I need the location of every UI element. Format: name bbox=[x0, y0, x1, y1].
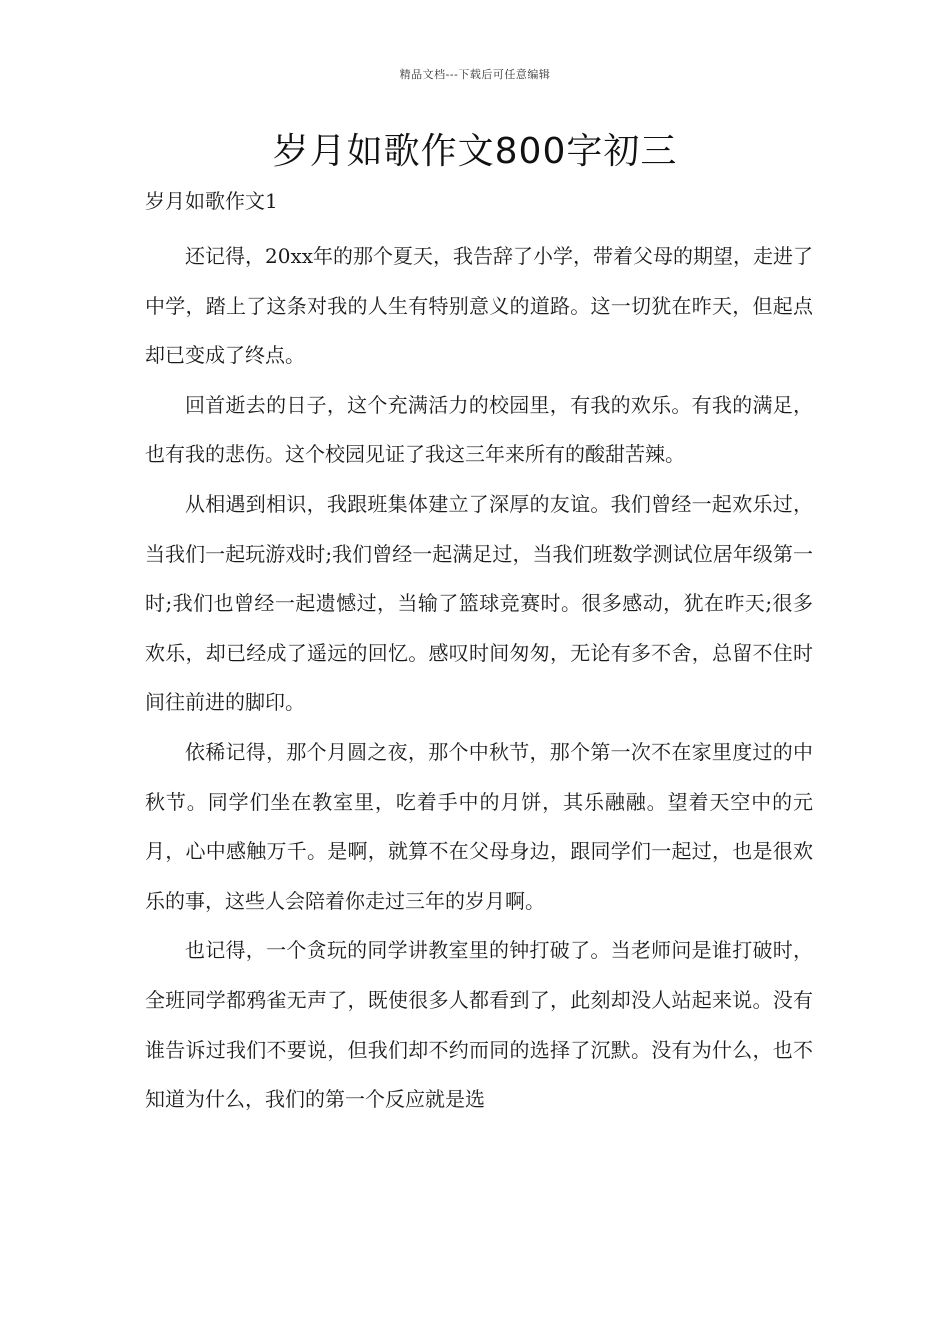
paragraph: 也记得，一个贪玩的同学讲教室里的钟打破了。当老师问是谁打破时，全班同学都鸦雀无声了，既使很多人都看到了，此刻却没人站起来说。没有谁告诉过我们不要说，但我们却不约而同的选择了沉默。没有为什么，也不知道为什么，我们的第一个反应就是选 bbox=[145, 938, 813, 1112]
paragraph: 依稀记得，那个月圆之夜，那个中秋节，那个第一次不在家里度过的中秋节。同学们坐在教室里，吃着手中的月饼，其乐融融。望着天空中的元月，心中感触万千。是啊，就算不在父母身边，跟同学们一起过，也是很欢乐的事，这些人会陪着你走过三年的岁月啊。 bbox=[145, 739, 813, 913]
essay-subtitle: 岁月如歌作文1 bbox=[145, 189, 278, 213]
paragraph: 还记得，20xx年的那个夏天，我告辞了小学，带着父母的期望，走进了中学，踏上了这条对我的人生有特别意义的道路。这一切犹在昨天，但起点却已变成了终点。 bbox=[145, 244, 814, 368]
paragraph: 回首逝去的日子，这个充满活力的校园里，有我的欢乐。有我的满足，也有我的悲伤。这个校园见证了我这三年来所有的酸甜苦辣。 bbox=[145, 392, 813, 467]
document-title: 岁月如歌作文800字初三 bbox=[272, 131, 678, 172]
essay-body bbox=[145, 232, 813, 1125]
header-note: 精品文档---下载后可任意编辑 bbox=[399, 68, 551, 81]
paragraph: 从相遇到相识，我跟班集体建立了深厚的友谊。我们曾经一起欢乐过，当我们一起玩游戏时;我们曾经一起满足过，当我们班数学测试位居年级第一时;我们也曾经一起遗憾过，当输了篮球竞赛时。很多感动，犹在昨天;很多欢乐，却已经成了遥远的回忆。感叹时间匆匆，无论有多不舍，总留不住时间往前进的脚印。 bbox=[145, 491, 813, 715]
